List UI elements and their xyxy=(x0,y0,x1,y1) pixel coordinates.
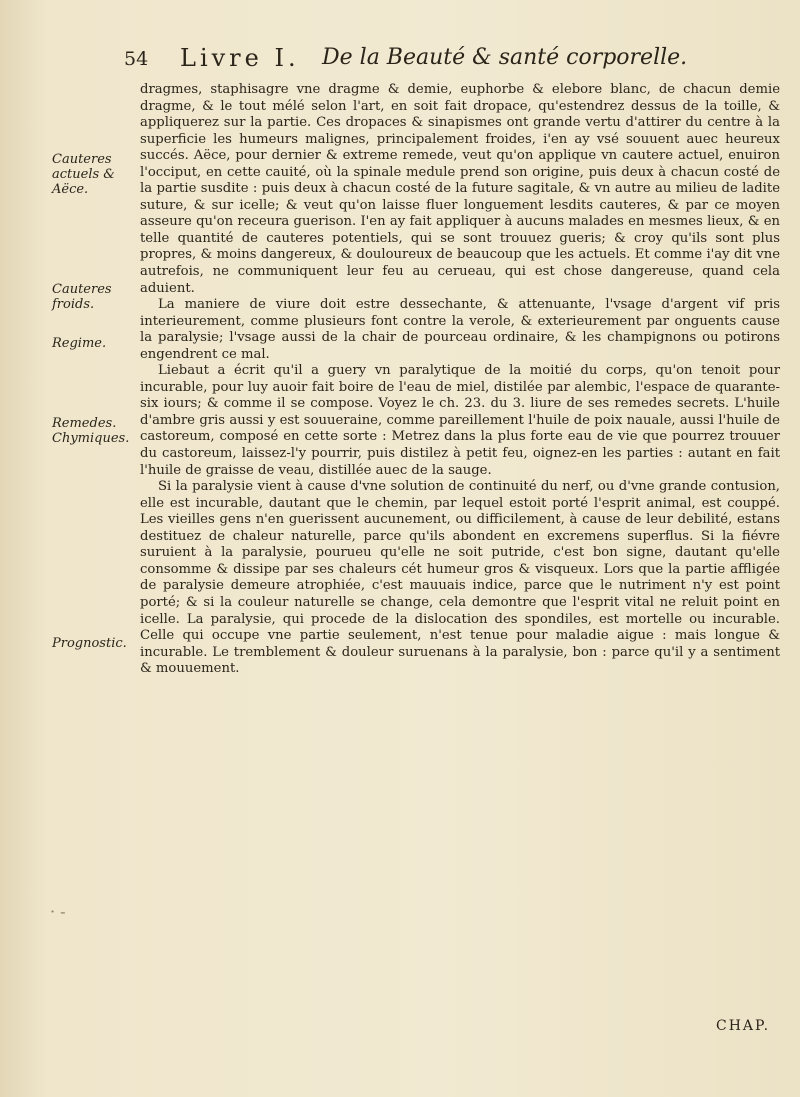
paragraph: dragmes, staphisagre vne dragme & demie, euphorbe & elebore blanc, de chacun demie dragme, & le tout mélé selon l'art, en soit fait dropace, qu'estendrez dessus de la toille, & appliquerez sur la partie. Ces dropaces & sinapismes ont grande vertu d'attirer du centre à la superficie les humeurs malignes, principalement froides, i'en ay vsé souuent auec heureux succés. Aëce, pour dernier & extreme remede, veut qu'on applique vn cautere actuel, enuiron l'occiput, en cette cauité, où la spinale medule prend son origine, puis deux à chacun costé de la partie susdite : puis deux à chacun costé de la future sagitale, & vn autre au milieu de ladite suture, & sur icelle; & veut qu'on laisse fluer longuement lesdits cauteres, & par ce moyen asseure qu'on receura guerison. I'en ay fait appliquer à aucuns malades en mesmes lieux, & en telle quantité de cauteres potentiels, qui se sont trouuez gueris; & croy qu'ils sont plus propres, & moins dangereux, & douloureux de beaucoup que les actuels. Et comme i'ay dit vne autrefois, ne communiquent leur feu au cerueau, qui est chose dangereuse, quand cela aduient. xyxy=(140,82,780,296)
paragraph: La maniere de viure doit estre dessechante, & attenuante, l'vsage d'argent vif pris interieurement, comme plusieurs font contre la verole, & exterieurement par onguents cause la paralysie; l'vsage aussi de la chair de pourceau ordinaire, & les champignons ou potirons engendrent ce mal. xyxy=(140,297,780,362)
margin-note-remedes-chymiques: Remedes. Chymiques. xyxy=(52,416,130,446)
margin-note-cauteres-actuels: Cauteres actuels & Aëce. xyxy=(52,152,115,197)
catchword: CHAP. xyxy=(716,1018,771,1034)
running-header xyxy=(124,44,764,76)
paragraph: Si la paralysie vient à cause d'vne solution de continuité du nerf, ou d'vne grande contusion, elle est incurable, dautant que le chemin, par lequel estoit porté l'esprit animal, est couppé. Les vieilles gens n'en guerissent aucunement, ou difficilement, à cause de leur debilité, estans destituez de chaleur naturelle, parce qu'ils abondent en excremens superflus. Si la fiévre suruient à la paralysie, pourueu qu'elle ne soit putride, c'est bon signe, dautant qu'elle consomme & dissipe par ses chaleurs cét humeur gros & visqueux. Lors que la partie affligée de paralysie demeure atrophiée, c'est mauuais indice, parce que le nutriment n'y est point porté; & si la couleur naturelle se change, cela demontre que l'esprit vital ne reluit point en icelle. La paralysie, qui procede de la dislocation des spondiles, est mortelle ou incurable. Celle qui occupe vne partie seulement, n'est tenue pour maladie aigue : mais longue & incurable. Le tremblement & douleur suruenans à la paralysie, bon : parce qu'il y a sentiment & mouuement. xyxy=(140,479,780,677)
paragraph: Liebaut a écrit qu'il a guery vn paralytique de la moitié du corps, qu'on tenoit pour incurable, pour luy auoir fait boire de l'eau de miel, distilée par alembic, l'espace de quarante-six iours; & comme il se compose. Voyez le ch. 23. du 3. liure de ses remedes secrets. L'huile d'ambre gris aussi y est souueraine, comme pareillement l'huile de poix nauale, aussi l'huile de castoreum, composé en cette sorte : Metrez dans la plus forte eau de vie que pourrez trouuer du castoreum, laissez-l'y pourrir, puis distilez à petit feu, oignez-en les parties : autant en fait l'huile de graisse de veau, distillée auec de la sauge. xyxy=(140,363,780,478)
page-number: 54 xyxy=(124,48,149,70)
running-title: De la Beauté & santé corporelle. xyxy=(322,45,688,70)
body-text xyxy=(140,82,780,678)
stray-mark: · - xyxy=(50,902,66,921)
margin-note-cauteres-froids: Cauteres froids. xyxy=(52,282,112,312)
margin-note-prognostic: Prognostic. xyxy=(52,636,127,651)
book-label: Livre I. xyxy=(180,44,300,72)
margin-note-regime: Regime. xyxy=(52,336,107,351)
